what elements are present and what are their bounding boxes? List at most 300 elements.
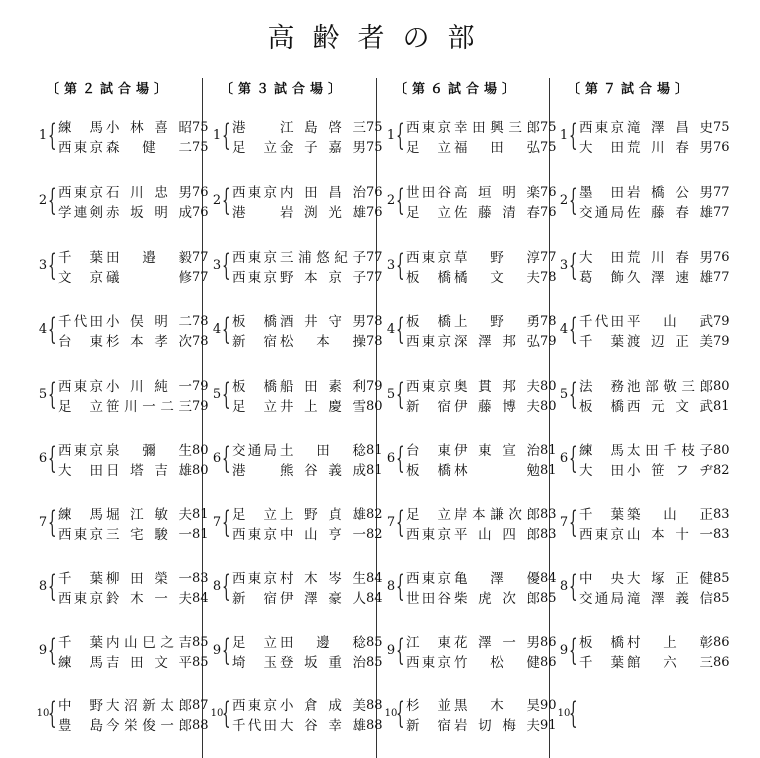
player-affiliation: 千代田 bbox=[58, 314, 103, 330]
player-affiliation: 江東 bbox=[406, 635, 451, 651]
player-name: 内田昌治 bbox=[280, 185, 366, 201]
match-number: 3 bbox=[38, 258, 48, 273]
brace-icon: { bbox=[396, 505, 405, 540]
brace-icon: { bbox=[48, 696, 57, 731]
match-row bbox=[380, 696, 555, 736]
brace-icon: { bbox=[222, 183, 231, 218]
player-entry bbox=[579, 377, 730, 397]
player-name: 船田素利 bbox=[280, 379, 366, 395]
player-name: 石川忠男 bbox=[106, 185, 192, 201]
match-row bbox=[380, 569, 555, 609]
player-name: 岸本謙次郎 bbox=[454, 507, 540, 523]
venue-column bbox=[553, 80, 730, 758]
player-affiliation: 千葉 bbox=[58, 635, 103, 651]
player-entry bbox=[58, 633, 209, 653]
match-row bbox=[553, 505, 728, 545]
player-name: 西元文武 bbox=[627, 399, 713, 415]
player-name: 田邉毅 bbox=[106, 250, 192, 266]
player-name: 礒修 bbox=[106, 270, 192, 286]
match-row bbox=[32, 441, 207, 481]
player-name: 滝澤義信 bbox=[627, 591, 713, 607]
player-age: 85 bbox=[713, 571, 730, 586]
page-title: 高齢者の部 bbox=[267, 23, 493, 54]
player-affiliation: 台東 bbox=[406, 443, 451, 459]
player-entry bbox=[579, 397, 730, 417]
player-name: 山本十一 bbox=[627, 527, 713, 543]
player-affiliation: 大田 bbox=[579, 463, 624, 479]
brace-icon: { bbox=[396, 118, 405, 153]
player-entry bbox=[232, 633, 383, 653]
player-affiliation: 足立 bbox=[232, 140, 277, 156]
player-affiliation: 台東 bbox=[58, 334, 103, 350]
player-age: 83 bbox=[540, 507, 557, 522]
match-row bbox=[380, 248, 555, 288]
player-entry bbox=[58, 441, 209, 461]
brace-icon: { bbox=[222, 312, 231, 347]
player-name: 松本操 bbox=[280, 334, 366, 350]
player-name: 佐藤清春 bbox=[454, 205, 540, 221]
player-age: 87 bbox=[192, 698, 209, 713]
player-age: 76 bbox=[192, 185, 209, 200]
player-name: 太田千枝子 bbox=[627, 443, 713, 459]
player-entry bbox=[232, 589, 383, 609]
player-affiliation: 西東京 bbox=[232, 527, 277, 543]
player-affiliation: 学連剣 bbox=[58, 205, 103, 221]
player-affiliation: 西東京 bbox=[232, 571, 277, 587]
player-affiliation: 埼玉 bbox=[232, 655, 277, 671]
brace-icon: { bbox=[48, 183, 57, 218]
player-affiliation: 港 bbox=[232, 120, 246, 136]
match-row bbox=[32, 183, 207, 223]
player-entry bbox=[232, 696, 383, 716]
brace-icon: { bbox=[569, 248, 578, 283]
player-age: 80 bbox=[713, 379, 730, 394]
player-entry bbox=[579, 312, 730, 332]
player-age: 77 bbox=[713, 185, 730, 200]
brace-icon: { bbox=[222, 441, 231, 476]
player-entry bbox=[58, 118, 209, 138]
player-name: 村木岑生 bbox=[280, 571, 366, 587]
player-affiliation: 西東京 bbox=[232, 270, 277, 286]
match-number: 1 bbox=[386, 128, 396, 143]
player-affiliation: 世田谷 bbox=[406, 591, 451, 607]
player-affiliation: 大田 bbox=[579, 250, 624, 266]
match-row bbox=[32, 696, 207, 736]
player-affiliation: 西東京 bbox=[579, 527, 624, 543]
player-age: 80 bbox=[192, 463, 209, 478]
player-name: 内山巳之吉 bbox=[106, 635, 192, 651]
player-name: 荒川春男 bbox=[627, 140, 713, 156]
player-age: 85 bbox=[713, 591, 730, 606]
brace-icon: { bbox=[569, 569, 578, 604]
player-entry bbox=[579, 268, 730, 288]
player-entry bbox=[579, 118, 730, 138]
player-age: 80 bbox=[192, 443, 209, 458]
player-name: 館六三 bbox=[627, 655, 713, 671]
player-entry bbox=[232, 248, 383, 268]
player-entry bbox=[232, 397, 383, 417]
player-name: 上野貞雄 bbox=[280, 507, 366, 523]
brace-icon: { bbox=[222, 248, 231, 283]
player-affiliation: 西東京 bbox=[579, 120, 624, 136]
player-age: 78 bbox=[366, 334, 383, 349]
player-age: 82 bbox=[366, 527, 383, 542]
match-row bbox=[206, 118, 381, 158]
match-number: 4 bbox=[38, 322, 48, 337]
player-entry bbox=[232, 118, 383, 138]
player-entry bbox=[58, 589, 209, 609]
player-affiliation: 西東京 bbox=[406, 571, 451, 587]
player-entry bbox=[406, 138, 557, 158]
brace-icon: { bbox=[569, 441, 578, 476]
player-affiliation: 法務 bbox=[579, 379, 624, 395]
player-age: 75 bbox=[713, 120, 730, 135]
player-entry bbox=[406, 505, 557, 525]
player-entry bbox=[58, 248, 209, 268]
player-name: 田邊稔 bbox=[280, 635, 366, 651]
player-affiliation: 千葉 bbox=[579, 655, 624, 671]
brace-icon: { bbox=[396, 441, 405, 476]
match-row bbox=[32, 377, 207, 417]
player-age: 75 bbox=[540, 140, 557, 155]
player-affiliation: 中野 bbox=[58, 698, 103, 714]
match-number: 8 bbox=[559, 579, 569, 594]
match-number: 6 bbox=[38, 451, 48, 466]
player-entry bbox=[58, 183, 209, 203]
player-affiliation: 板橋 bbox=[406, 270, 451, 286]
brace-icon: { bbox=[222, 377, 231, 412]
player-affiliation: 千代田 bbox=[579, 314, 624, 330]
player-affiliation: 千代田 bbox=[232, 718, 277, 734]
brace-icon: { bbox=[222, 118, 231, 153]
player-name: 熊谷義成 bbox=[280, 463, 366, 479]
player-entry bbox=[58, 312, 209, 332]
player-entry bbox=[406, 332, 557, 352]
match-number: 8 bbox=[386, 579, 396, 594]
player-name: 小林喜昭 bbox=[106, 120, 192, 136]
brace-icon: { bbox=[48, 441, 57, 476]
player-name: 大塚正健 bbox=[627, 571, 713, 587]
match-number: 7 bbox=[38, 515, 48, 530]
player-name: 橘文夫 bbox=[454, 270, 540, 286]
player-affiliation: 西東京 bbox=[406, 250, 451, 266]
brace-icon: { bbox=[396, 569, 405, 604]
player-name: 岩切梅夫 bbox=[454, 718, 540, 734]
player-name: 福田弘 bbox=[454, 140, 540, 156]
player-age: 75 bbox=[192, 140, 209, 155]
player-age: 81 bbox=[713, 399, 730, 414]
player-affiliation: 千葉 bbox=[579, 507, 624, 523]
player-name: 井上慶雪 bbox=[280, 399, 366, 415]
brace-icon: { bbox=[48, 569, 57, 604]
player-age: 77 bbox=[713, 205, 730, 220]
player-entry bbox=[58, 525, 209, 545]
player-entry bbox=[232, 461, 383, 481]
player-age: 81 bbox=[366, 463, 383, 478]
player-name: 今栄俊一郎 bbox=[106, 718, 192, 734]
player-name: 伊東宣治 bbox=[454, 443, 540, 459]
match-row bbox=[553, 569, 728, 609]
match-row bbox=[380, 118, 555, 158]
player-affiliation: 新宿 bbox=[232, 591, 277, 607]
player-affiliation: 足立 bbox=[232, 399, 277, 415]
player-entry bbox=[579, 183, 730, 203]
player-affiliation: 文京 bbox=[58, 270, 103, 286]
player-entry bbox=[579, 441, 730, 461]
player-age: 82 bbox=[366, 507, 383, 522]
player-affiliation: 豊島 bbox=[58, 718, 103, 734]
player-age: 76 bbox=[540, 185, 557, 200]
brace-icon: { bbox=[222, 633, 231, 668]
player-age: 78 bbox=[366, 314, 383, 329]
match-row bbox=[380, 377, 555, 417]
player-affiliation: 西東京 bbox=[58, 443, 103, 459]
player-affiliation: 練馬 bbox=[58, 120, 103, 136]
match-row bbox=[32, 118, 207, 158]
player-affiliation: 世田谷 bbox=[406, 185, 451, 201]
player-entry bbox=[232, 268, 383, 288]
player-affiliation: 新宿 bbox=[406, 399, 451, 415]
player-age: 77 bbox=[366, 270, 383, 285]
match-row bbox=[553, 118, 728, 158]
player-name: 大谷幸雄 bbox=[280, 718, 366, 734]
player-entry bbox=[406, 118, 557, 138]
match-number: 3 bbox=[212, 258, 222, 273]
player-affiliation: 足立 bbox=[406, 140, 451, 156]
match-number: 7 bbox=[559, 515, 569, 530]
player-affiliation: 交通局 bbox=[232, 443, 277, 459]
match-number: 10 bbox=[384, 708, 398, 719]
player-age: 83 bbox=[713, 507, 730, 522]
player-name: 竹松健 bbox=[454, 655, 540, 671]
player-name: 渡辺正美 bbox=[627, 334, 713, 350]
player-entry bbox=[579, 569, 730, 589]
player-entry bbox=[406, 633, 557, 653]
player-affiliation: 新宿 bbox=[406, 718, 451, 734]
player-affiliation: 板橋 bbox=[406, 463, 451, 479]
player-entry bbox=[406, 248, 557, 268]
match-row bbox=[32, 633, 207, 673]
player-age: 76 bbox=[713, 250, 730, 265]
player-age: 79 bbox=[366, 379, 383, 394]
player-age: 76 bbox=[366, 185, 383, 200]
player-affiliation: 千葉 bbox=[579, 334, 624, 350]
match-number: 7 bbox=[212, 515, 222, 530]
player-affiliation: 中央 bbox=[579, 571, 624, 587]
match-number: 1 bbox=[212, 128, 222, 143]
player-entry bbox=[232, 569, 383, 589]
player-age: 85 bbox=[192, 655, 209, 670]
venue-header: 〔第７試合場〕 bbox=[567, 82, 694, 97]
match-row bbox=[553, 248, 728, 288]
player-age: 80 bbox=[540, 379, 557, 394]
player-entry bbox=[406, 525, 557, 545]
match-number: 6 bbox=[559, 451, 569, 466]
player-age: 83 bbox=[192, 571, 209, 586]
player-affiliation: 葛飾 bbox=[579, 270, 624, 286]
match-number: 4 bbox=[386, 322, 396, 337]
player-age: 78 bbox=[192, 314, 209, 329]
player-affiliation: 交通局 bbox=[579, 591, 624, 607]
match-number: 10 bbox=[36, 708, 50, 719]
match-number: 5 bbox=[38, 387, 48, 402]
match-number: 6 bbox=[212, 451, 222, 466]
match-number: 3 bbox=[386, 258, 396, 273]
match-number: 4 bbox=[559, 322, 569, 337]
match-row bbox=[206, 312, 381, 352]
player-name: 亀澤優 bbox=[454, 571, 540, 587]
player-affiliation: 練馬 bbox=[58, 655, 103, 671]
player-name: 日塔吉雄 bbox=[106, 463, 192, 479]
match-number: 5 bbox=[212, 387, 222, 402]
player-name: 金子嘉男 bbox=[280, 140, 366, 156]
player-affiliation: 板橋 bbox=[232, 379, 277, 395]
player-name: 森健二 bbox=[106, 140, 192, 156]
player-age: 79 bbox=[540, 334, 557, 349]
player-name: 笹川一二三 bbox=[106, 399, 192, 415]
player-entry bbox=[406, 377, 557, 397]
match-row bbox=[553, 377, 728, 417]
brace-icon: { bbox=[569, 696, 578, 731]
player-name: 杉本孝次 bbox=[106, 334, 192, 350]
player-entry bbox=[58, 696, 209, 716]
player-age: 81 bbox=[540, 463, 557, 478]
match-number: 3 bbox=[559, 258, 569, 273]
brace-icon: { bbox=[569, 633, 578, 668]
player-affiliation: 港 bbox=[232, 463, 246, 479]
player-affiliation: 西東京 bbox=[406, 379, 451, 395]
match-row bbox=[553, 441, 728, 481]
player-entry bbox=[232, 203, 383, 223]
player-affiliation: 千葉 bbox=[58, 571, 103, 587]
player-age: 86 bbox=[713, 635, 730, 650]
player-name: 花澤一男 bbox=[454, 635, 540, 651]
player-affiliation: 西東京 bbox=[406, 655, 451, 671]
player-entry bbox=[58, 653, 209, 673]
player-entry bbox=[232, 653, 383, 673]
player-age: 90 bbox=[540, 698, 557, 713]
player-entry bbox=[406, 716, 557, 736]
player-age: 81 bbox=[192, 507, 209, 522]
player-age: 75 bbox=[366, 140, 383, 155]
match-number: 2 bbox=[212, 193, 222, 208]
player-name: 林勉 bbox=[454, 463, 540, 479]
player-affiliation: 足立 bbox=[232, 507, 277, 523]
player-entry bbox=[406, 589, 557, 609]
player-affiliation: 西東京 bbox=[232, 698, 277, 714]
player-affiliation: 西東京 bbox=[232, 185, 277, 201]
player-entry bbox=[406, 183, 557, 203]
player-affiliation: 西東京 bbox=[232, 250, 277, 266]
player-entry bbox=[579, 138, 730, 158]
player-name: 柴虎次郎 bbox=[454, 591, 540, 607]
match-row bbox=[206, 377, 381, 417]
brace-icon: { bbox=[569, 377, 578, 412]
player-age: 77 bbox=[540, 250, 557, 265]
player-age: 77 bbox=[366, 250, 383, 265]
player-entry bbox=[579, 589, 730, 609]
venue-column bbox=[32, 80, 209, 758]
player-entry bbox=[579, 248, 730, 268]
player-entry bbox=[232, 441, 383, 461]
player-name: 小俣明二 bbox=[106, 314, 192, 330]
player-entry bbox=[232, 716, 383, 736]
player-affiliation: 足立 bbox=[58, 399, 103, 415]
player-age: 86 bbox=[540, 635, 557, 650]
player-name: 草野淳 bbox=[454, 250, 540, 266]
match-number: 10 bbox=[557, 708, 571, 719]
player-entry bbox=[406, 397, 557, 417]
player-entry bbox=[579, 461, 730, 481]
player-age: 79 bbox=[713, 334, 730, 349]
player-age: 81 bbox=[540, 443, 557, 458]
player-name: 黒木昊 bbox=[454, 698, 540, 714]
player-affiliation: 港 bbox=[232, 205, 246, 221]
player-affiliation: 足立 bbox=[232, 635, 277, 651]
player-name: 奥貫邦夫 bbox=[454, 379, 540, 395]
player-name: 村上彰 bbox=[627, 635, 713, 651]
player-entry bbox=[58, 138, 209, 158]
player-entry bbox=[232, 505, 383, 525]
player-entry bbox=[58, 377, 209, 397]
match-row bbox=[32, 569, 207, 609]
player-age: 76 bbox=[713, 140, 730, 155]
player-age: 88 bbox=[192, 718, 209, 733]
player-age: 79 bbox=[713, 314, 730, 329]
player-entry bbox=[58, 268, 209, 288]
player-entry bbox=[58, 505, 209, 525]
match-row bbox=[553, 312, 728, 352]
match-number: 2 bbox=[38, 193, 48, 208]
match-number: 4 bbox=[212, 322, 222, 337]
player-affiliation: 新宿 bbox=[232, 334, 277, 350]
player-entry bbox=[579, 332, 730, 352]
match-row bbox=[380, 505, 555, 545]
player-age: 75 bbox=[540, 120, 557, 135]
player-age: 75 bbox=[192, 120, 209, 135]
player-affiliation: 西東京 bbox=[58, 185, 103, 201]
venue-column bbox=[206, 80, 383, 758]
match-row bbox=[553, 633, 728, 673]
player-age: 84 bbox=[366, 571, 383, 586]
player-affiliation: 西東京 bbox=[58, 140, 103, 156]
match-number: 9 bbox=[386, 643, 396, 658]
player-name: 佐藤春雄 bbox=[627, 205, 713, 221]
player-affiliation: 練馬 bbox=[58, 507, 103, 523]
player-name: 登坂重治 bbox=[280, 655, 366, 671]
player-age: 79 bbox=[192, 399, 209, 414]
player-name: 鈴木一夫 bbox=[106, 591, 192, 607]
player-affiliation: 西東京 bbox=[58, 591, 103, 607]
player-age: 83 bbox=[540, 527, 557, 542]
player-name: 泉彌生 bbox=[106, 443, 192, 459]
player-entry bbox=[406, 569, 557, 589]
match-row bbox=[206, 696, 381, 736]
match-row bbox=[553, 183, 728, 223]
player-age: 78 bbox=[192, 334, 209, 349]
brace-icon: { bbox=[396, 696, 405, 731]
player-entry bbox=[232, 312, 383, 332]
player-affiliation: 板橋 bbox=[232, 314, 277, 330]
player-affiliation: 墨田 bbox=[579, 185, 624, 201]
venue-header: 〔第６試合場〕 bbox=[394, 82, 521, 97]
player-name: 堀江敏夫 bbox=[106, 507, 192, 523]
player-age: 75 bbox=[366, 120, 383, 135]
player-name: 酒井守男 bbox=[280, 314, 366, 330]
player-name: 吉田文平 bbox=[106, 655, 192, 671]
brace-icon: { bbox=[396, 312, 405, 347]
player-name: 平山四郎 bbox=[454, 527, 540, 543]
